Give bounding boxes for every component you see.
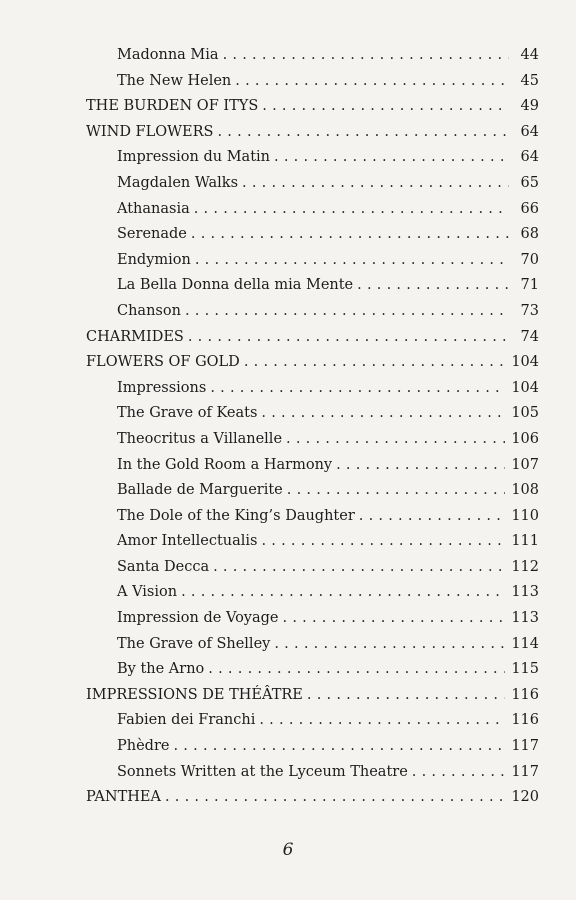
table-of-contents bbox=[86, 47, 539, 815]
toc-entry-page: 44 bbox=[520, 47, 539, 63]
toc-entry-title: THE BURDEN OF ITYS bbox=[86, 98, 259, 115]
dot-leader bbox=[261, 533, 505, 549]
toc-entry-page: 114 bbox=[511, 635, 539, 652]
toc-entry-page: 106 bbox=[511, 430, 539, 447]
toc-section-entry bbox=[86, 789, 539, 815]
dot-leader bbox=[336, 457, 505, 473]
toc-entry-title: Impression du Matin bbox=[117, 149, 270, 166]
dot-leader bbox=[244, 354, 506, 370]
dot-leader bbox=[213, 559, 505, 575]
dot-leader bbox=[181, 584, 505, 600]
toc-entry-title: The Dole of the King’s Daughter bbox=[117, 507, 355, 524]
toc-entry bbox=[86, 457, 539, 483]
dot-leader bbox=[191, 226, 509, 242]
toc-entry bbox=[86, 380, 539, 406]
toc-entry-page: 117 bbox=[511, 738, 539, 755]
toc-entry-title: Phèdre bbox=[117, 738, 170, 755]
toc-entry bbox=[86, 636, 539, 662]
toc-entry-page: 66 bbox=[520, 200, 539, 217]
toc-entry-page: 113 bbox=[511, 584, 539, 601]
dot-leader bbox=[259, 712, 505, 728]
toc-entry-title: Amor Intellectualis bbox=[117, 533, 258, 550]
toc-entry-title: CHARMIDES bbox=[86, 328, 184, 345]
dot-leader bbox=[217, 124, 509, 140]
toc-entry-page: 68 bbox=[520, 226, 539, 243]
dot-leader bbox=[188, 329, 509, 345]
toc-entry-title: A Vision bbox=[117, 584, 178, 601]
toc-entry-title: Sonnets Written at the Lyceum Theatre bbox=[117, 763, 408, 780]
dot-leader bbox=[194, 201, 509, 217]
dot-leader bbox=[185, 303, 509, 319]
toc-entry-title: Magdalen Walks bbox=[117, 174, 239, 191]
toc-entry bbox=[86, 661, 539, 687]
toc-entry bbox=[86, 47, 539, 73]
toc-entry bbox=[86, 764, 539, 790]
toc-entry-title: The Grave of Shelley bbox=[117, 635, 271, 652]
toc-entry-page: 105 bbox=[511, 405, 539, 422]
toc-entry-page: 65 bbox=[520, 174, 539, 191]
toc-entry bbox=[86, 201, 539, 227]
dot-leader bbox=[274, 636, 505, 652]
dot-leader bbox=[287, 482, 506, 498]
toc-entry-page: 110 bbox=[511, 507, 539, 524]
toc-entry-page: 74 bbox=[520, 328, 539, 345]
toc-entry-title: WIND FLOWERS bbox=[86, 123, 214, 140]
toc-entry bbox=[86, 712, 539, 738]
toc-entry-title: La Bella Donna della mia Mente bbox=[117, 277, 354, 294]
toc-entry-page: 45 bbox=[520, 72, 539, 89]
toc-entry bbox=[86, 73, 539, 99]
toc-entry-page: 116 bbox=[511, 712, 539, 729]
toc-entry-title: Endymion bbox=[117, 251, 191, 268]
toc-entry bbox=[86, 738, 539, 764]
dot-leader bbox=[261, 405, 505, 421]
toc-section-entry bbox=[86, 124, 539, 150]
toc-entry bbox=[86, 175, 539, 201]
toc-entry bbox=[86, 277, 539, 303]
toc-entry-title: In the Gold Room a Harmony bbox=[117, 456, 333, 473]
toc-entry-title: FLOWERS OF GOLD bbox=[86, 354, 240, 371]
toc-entry-page: 104 bbox=[511, 354, 539, 371]
dot-leader bbox=[223, 47, 509, 63]
toc-entry bbox=[86, 149, 539, 175]
toc-entry-title: Impression de Voyage bbox=[117, 610, 279, 627]
toc-entry bbox=[86, 610, 539, 636]
dot-leader bbox=[357, 277, 509, 293]
toc-entry-page: 113 bbox=[511, 610, 539, 627]
toc-entry-page: 64 bbox=[520, 123, 539, 140]
dot-leader bbox=[165, 789, 505, 805]
toc-entry-title: Chanson bbox=[117, 302, 181, 319]
toc-entry-page: 112 bbox=[511, 558, 539, 575]
toc-entry bbox=[86, 226, 539, 252]
toc-section-entry bbox=[86, 354, 539, 380]
toc-section-entry bbox=[86, 98, 539, 124]
toc-entry bbox=[86, 533, 539, 559]
toc-entry-title: Ballade de Marguerite bbox=[117, 482, 283, 499]
toc-section-entry bbox=[86, 329, 539, 355]
toc-entry-title: Theocritus a Villanelle bbox=[117, 430, 283, 447]
dot-leader bbox=[208, 661, 505, 677]
dot-leader bbox=[286, 431, 505, 447]
dot-leader bbox=[283, 610, 506, 626]
toc-entry-page: 107 bbox=[511, 456, 539, 473]
dot-leader bbox=[274, 149, 509, 165]
toc-entry-page: 70 bbox=[520, 251, 539, 268]
toc-entry-page: 73 bbox=[520, 302, 539, 319]
toc-entry-title: Athanasia bbox=[117, 200, 190, 217]
toc-entry bbox=[86, 431, 539, 457]
dot-leader bbox=[242, 175, 509, 191]
toc-entry-title: Madonna Mia bbox=[117, 47, 219, 63]
toc-entry-title: Santa Decca bbox=[117, 558, 210, 575]
toc-entry-title: IMPRESSIONS DE THÉÂTRE bbox=[86, 686, 303, 703]
toc-entry bbox=[86, 559, 539, 585]
toc-entry bbox=[86, 508, 539, 534]
toc-entry bbox=[86, 584, 539, 610]
toc-entry-page: 120 bbox=[511, 789, 539, 806]
toc-entry bbox=[86, 482, 539, 508]
toc-entry-title: Impressions bbox=[117, 379, 207, 396]
toc-entry bbox=[86, 252, 539, 278]
toc-entry-page: 71 bbox=[520, 277, 539, 294]
toc-entry-page: 115 bbox=[511, 661, 539, 678]
toc-entry-page: 111 bbox=[511, 533, 539, 550]
dot-leader bbox=[195, 252, 509, 268]
toc-entry-page: 49 bbox=[520, 98, 539, 115]
toc-entry-title: By the Arno bbox=[117, 661, 205, 678]
dot-leader bbox=[307, 687, 505, 703]
toc-entry-title: Serenade bbox=[117, 226, 187, 243]
dot-leader bbox=[262, 98, 509, 114]
toc-entry-title: The Grave of Keats bbox=[117, 405, 258, 422]
dot-leader bbox=[210, 380, 505, 396]
toc-entry-page: 108 bbox=[511, 482, 539, 499]
dot-leader bbox=[173, 738, 505, 754]
toc-entry bbox=[86, 303, 539, 329]
toc-section-entry bbox=[86, 687, 539, 713]
toc-entry-page: 116 bbox=[511, 686, 539, 703]
toc-entry-title: Fabien dei Franchi bbox=[117, 712, 256, 729]
toc-entry bbox=[86, 405, 539, 431]
dot-leader bbox=[235, 73, 509, 89]
toc-entry-title: PANTHEA bbox=[86, 789, 161, 806]
toc-entry-page: 104 bbox=[511, 379, 539, 396]
dot-leader bbox=[412, 764, 506, 780]
dot-leader bbox=[359, 508, 506, 524]
toc-entry-title: The New Helen bbox=[117, 72, 232, 89]
toc-entry-page: 64 bbox=[520, 149, 539, 166]
toc-entry-page: 117 bbox=[511, 763, 539, 780]
page-number: 6 bbox=[282, 840, 294, 860]
